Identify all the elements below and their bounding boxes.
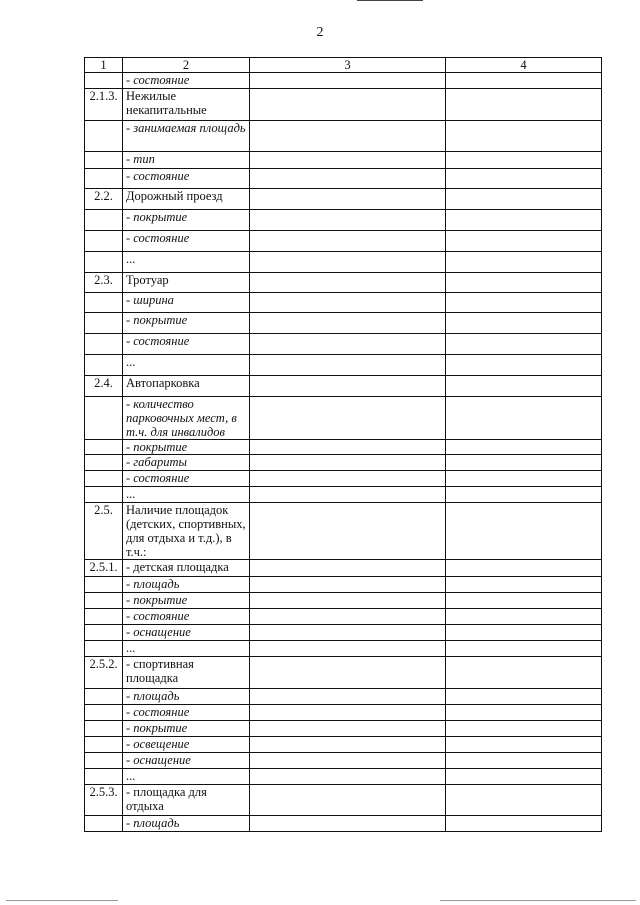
- row-label-cell: - оснащение: [123, 625, 250, 641]
- form-table: [84, 57, 602, 832]
- table-row: [85, 577, 602, 593]
- table-row: [85, 355, 602, 376]
- table-row: [85, 560, 602, 577]
- table-row: [85, 89, 602, 121]
- row-label-cell: - ширина: [123, 293, 250, 313]
- value-cell-col3: [250, 503, 446, 560]
- value-cell-col3: [250, 152, 446, 169]
- table-row: [85, 593, 602, 609]
- page-number: 2: [316, 25, 324, 40]
- table-row: [85, 231, 602, 252]
- row-label-cell: - оснащение: [123, 753, 250, 769]
- row-label-cell: - состояние: [123, 334, 250, 355]
- column-header: 2: [123, 58, 250, 73]
- value-cell-col4: [446, 721, 602, 737]
- table-row: [85, 293, 602, 313]
- table-row: [85, 609, 602, 625]
- table-row: [85, 334, 602, 355]
- table-row: [85, 657, 602, 689]
- value-cell-col4: [446, 73, 602, 89]
- value-cell-col3: [250, 487, 446, 503]
- row-number-cell: 2.2.: [85, 189, 123, 210]
- table-row: [85, 376, 602, 397]
- row-label-cell: Нежилые некапитальные: [123, 89, 250, 121]
- value-cell-col3: [250, 334, 446, 355]
- row-label-cell: Автопарковка: [123, 376, 250, 397]
- table-row: [85, 252, 602, 273]
- value-cell-col4: [446, 769, 602, 785]
- row-label-cell: - количество парковочных мест, в т.ч. для инвалидов: [123, 397, 250, 440]
- value-cell-col3: [250, 121, 446, 152]
- row-number-cell: [85, 769, 123, 785]
- table-row: [85, 641, 602, 657]
- table-row: [85, 721, 602, 737]
- value-cell-col4: [446, 89, 602, 121]
- value-cell-col4: [446, 816, 602, 832]
- row-number-cell: [85, 816, 123, 832]
- row-number-cell: [85, 689, 123, 705]
- row-number-cell: [85, 73, 123, 89]
- row-number-cell: 2.5.1.: [85, 560, 123, 577]
- value-cell-col4: [446, 440, 602, 455]
- row-label-cell: - освещение: [123, 737, 250, 753]
- value-cell-col3: [250, 231, 446, 252]
- row-label-cell: - состояние: [123, 231, 250, 252]
- row-number-cell: 2.5.3.: [85, 785, 123, 816]
- row-label-cell: ...: [123, 487, 250, 503]
- value-cell-col3: [250, 89, 446, 121]
- table-row: [85, 471, 602, 487]
- table-row: [85, 625, 602, 641]
- row-number-cell: [85, 625, 123, 641]
- row-label-cell: - площадь: [123, 689, 250, 705]
- row-label-cell: - площадь: [123, 816, 250, 832]
- row-label-cell: - занимаемая площадь: [123, 121, 250, 152]
- row-number-cell: [85, 252, 123, 273]
- table-row: [85, 503, 602, 560]
- table-row: [85, 816, 602, 832]
- value-cell-col4: [446, 169, 602, 189]
- table-row: [85, 189, 602, 210]
- value-cell-col3: [250, 593, 446, 609]
- value-cell-col4: [446, 231, 602, 252]
- value-cell-col4: [446, 487, 602, 503]
- column-header: 4: [446, 58, 602, 73]
- value-cell-col4: [446, 737, 602, 753]
- value-cell-col3: [250, 397, 446, 440]
- row-label-cell: - состояние: [123, 705, 250, 721]
- row-label-cell: ...: [123, 641, 250, 657]
- value-cell-col3: [250, 785, 446, 816]
- row-label-cell: Наличие площадок (детских, спортивных, для отдыха и т.д.), в т.ч.:: [123, 503, 250, 560]
- value-cell-col3: [250, 293, 446, 313]
- value-cell-col3: [250, 769, 446, 785]
- value-cell-col4: [446, 376, 602, 397]
- row-label-cell: - тип: [123, 152, 250, 169]
- value-cell-col3: [250, 625, 446, 641]
- row-number-cell: [85, 737, 123, 753]
- row-number-cell: [85, 169, 123, 189]
- value-cell-col3: [250, 355, 446, 376]
- row-number-cell: [85, 293, 123, 313]
- table-row: [85, 689, 602, 705]
- value-cell-col4: [446, 577, 602, 593]
- row-label-cell: Тротуар: [123, 273, 250, 293]
- value-cell-col4: [446, 455, 602, 471]
- row-number-cell: 2.1.3.: [85, 89, 123, 121]
- table-row: [85, 210, 602, 231]
- value-cell-col4: [446, 785, 602, 816]
- value-cell-col4: [446, 189, 602, 210]
- row-number-cell: 2.5.: [85, 503, 123, 560]
- row-label-cell: - покрытие: [123, 313, 250, 334]
- table-row: [85, 785, 602, 816]
- value-cell-col4: [446, 334, 602, 355]
- row-number-cell: [85, 210, 123, 231]
- row-number-cell: [85, 334, 123, 355]
- value-cell-col3: [250, 689, 446, 705]
- row-number-cell: [85, 471, 123, 487]
- row-number-cell: [85, 487, 123, 503]
- table-row: [85, 273, 602, 293]
- value-cell-col3: [250, 189, 446, 210]
- value-cell-col3: [250, 705, 446, 721]
- row-label-cell: Дорожный проезд: [123, 189, 250, 210]
- table-row: [85, 487, 602, 503]
- row-label-cell: ...: [123, 252, 250, 273]
- row-label-cell: - габариты: [123, 455, 250, 471]
- value-cell-col3: [250, 440, 446, 455]
- value-cell-col4: [446, 471, 602, 487]
- value-cell-col3: [250, 609, 446, 625]
- row-number-cell: [85, 577, 123, 593]
- row-label-cell: ...: [123, 355, 250, 376]
- value-cell-col4: [446, 503, 602, 560]
- row-label-cell: - состояние: [123, 169, 250, 189]
- row-number-cell: [85, 313, 123, 334]
- table-header-row: [85, 58, 602, 73]
- row-label-cell: - покрытие: [123, 440, 250, 455]
- value-cell-col4: [446, 397, 602, 440]
- row-number-cell: [85, 152, 123, 169]
- value-cell-col4: [446, 152, 602, 169]
- row-label-cell: - покрытие: [123, 210, 250, 231]
- table-row: [85, 169, 602, 189]
- value-cell-col4: [446, 705, 602, 721]
- value-cell-col3: [250, 721, 446, 737]
- value-cell-col4: [446, 609, 602, 625]
- value-cell-col3: [250, 252, 446, 273]
- value-cell-col4: [446, 641, 602, 657]
- row-number-cell: [85, 121, 123, 152]
- row-number-cell: [85, 593, 123, 609]
- row-number-cell: [85, 641, 123, 657]
- value-cell-col4: [446, 753, 602, 769]
- value-cell-col3: [250, 313, 446, 334]
- table-row: [85, 440, 602, 455]
- value-cell-col3: [250, 273, 446, 293]
- value-cell-col4: [446, 355, 602, 376]
- value-cell-col4: [446, 293, 602, 313]
- value-cell-col3: [250, 169, 446, 189]
- value-cell-col4: [446, 560, 602, 577]
- column-header: 3: [250, 58, 446, 73]
- row-number-cell: [85, 440, 123, 455]
- row-number-cell: 2.4.: [85, 376, 123, 397]
- row-number-cell: [85, 753, 123, 769]
- value-cell-col4: [446, 121, 602, 152]
- table-row: [85, 769, 602, 785]
- row-label-cell: - детская площадка: [123, 560, 250, 577]
- value-cell-col3: [250, 577, 446, 593]
- value-cell-col4: [446, 313, 602, 334]
- row-label-cell: - состояние: [123, 609, 250, 625]
- value-cell-col3: [250, 753, 446, 769]
- value-cell-col4: [446, 210, 602, 231]
- column-header: 1: [85, 58, 123, 73]
- row-label-cell: - спортивная площадка: [123, 657, 250, 689]
- value-cell-col3: [250, 210, 446, 231]
- row-label-cell: - площадка для отдыха: [123, 785, 250, 816]
- table-row: [85, 455, 602, 471]
- value-cell-col3: [250, 737, 446, 753]
- row-number-cell: [85, 455, 123, 471]
- row-label-cell: - покрытие: [123, 593, 250, 609]
- value-cell-col4: [446, 252, 602, 273]
- table-row: [85, 152, 602, 169]
- value-cell-col4: [446, 657, 602, 689]
- row-number-cell: [85, 705, 123, 721]
- table-row: [85, 737, 602, 753]
- value-cell-col3: [250, 471, 446, 487]
- value-cell-col4: [446, 689, 602, 705]
- value-cell-col3: [250, 376, 446, 397]
- row-number-cell: [85, 721, 123, 737]
- value-cell-col4: [446, 273, 602, 293]
- row-number-cell: 2.5.2.: [85, 657, 123, 689]
- table-row: [85, 753, 602, 769]
- footer-rule-right: [440, 900, 636, 901]
- value-cell-col4: [446, 625, 602, 641]
- value-cell-col3: [250, 641, 446, 657]
- value-cell-col4: [446, 593, 602, 609]
- table-row: [85, 397, 602, 440]
- row-label-cell: - покрытие: [123, 721, 250, 737]
- row-label-cell: ...: [123, 769, 250, 785]
- value-cell-col3: [250, 455, 446, 471]
- row-label-cell: - состояние: [123, 73, 250, 89]
- row-number-cell: [85, 397, 123, 440]
- row-number-cell: [85, 609, 123, 625]
- top-rule: [357, 0, 423, 1]
- value-cell-col3: [250, 560, 446, 577]
- table-row: [85, 705, 602, 721]
- row-number-cell: [85, 355, 123, 376]
- row-number-cell: [85, 231, 123, 252]
- table-row: [85, 313, 602, 334]
- row-number-cell: 2.3.: [85, 273, 123, 293]
- footer-rule-left: [6, 900, 118, 901]
- row-label-cell: - состояние: [123, 471, 250, 487]
- value-cell-col3: [250, 816, 446, 832]
- table-row: [85, 73, 602, 89]
- row-label-cell: - площадь: [123, 577, 250, 593]
- value-cell-col3: [250, 657, 446, 689]
- value-cell-col3: [250, 73, 446, 89]
- table-row: [85, 121, 602, 152]
